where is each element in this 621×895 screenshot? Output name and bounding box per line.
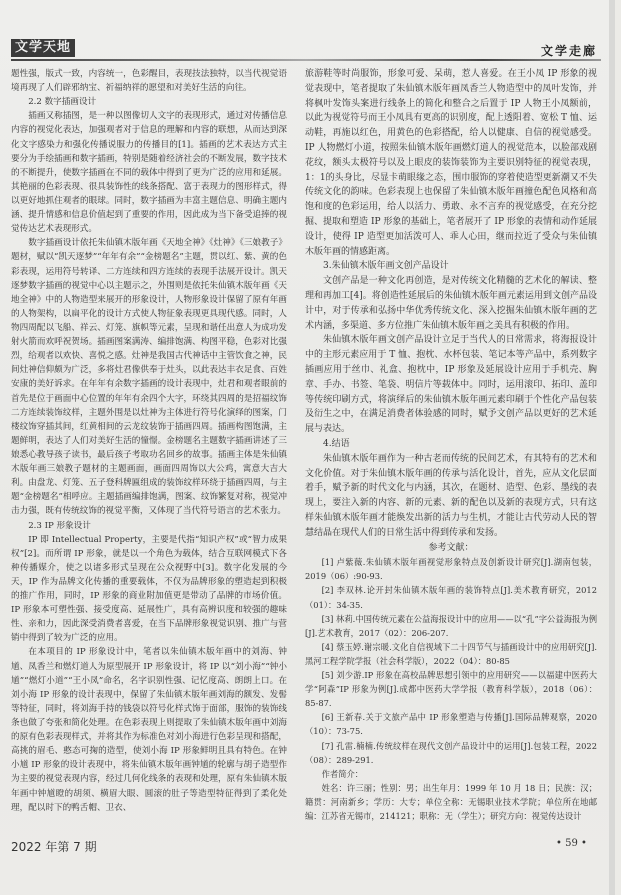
author-bio: 姓名：许三丽；性别：男；出生年月：1999 年 10 月 18 日；民族：汉；籍贯：河南新乡；学历：大专；单位全称：无锡职业技术学院；单位所在地邮编：江苏省无锡市，214121；职称：无（学生）；研究方向：视觉传达设计 — [305, 782, 597, 821]
running-title: 文学走廊 — [540, 44, 597, 58]
reference-item: [4] 蔡玉婷.谢宗暖.文化自信视域下二十四节气与插画设计中的应用研究[J].黑河工程学院学报（社会科学版），2022（04）：80-85 — [305, 641, 597, 666]
section-heading: 2.3 IP 形象设计 — [28, 520, 91, 531]
reference-item: [7] 孔雷.楠楠.传统纹样在现代文创产品设计中的运用[J].包装工程，2022（08）：289-291. — [305, 740, 597, 765]
paragraph: 旅游鞋等时尚服饰，形象可爱、呆萌，惹人喜爱。在王小凤 IP 形象的视觉表现中，笔者提取了朱仙镇木版年画凤香兰人物造型中的凤叶发饰，并将枫叶发饰头案进行线条上的简化和整合之后置于 IP 人物王小凤额前，以此为视觉符号而王小凤具有更高的识别度，配上透阳着、宽松 T 恤、运动鞋，再施以红色，用黄色的色彩搭配，给人以健康、自信的视觉感受。IP 人物燃灯小道，按照朱仙镇木版年画燃灯道人的视觉范本，以脸部戏剧花纹，额头太极符号以及上眼皮的装饰装饰为主要识别特征的视觉表现，1：1的头身比，尽显卡萌眼缘之态，围巾服饰的穿着使造型更新潮又不失传统文化的韵味。色彩表现上也保留了朱仙镇木版年画撞色配色风格和高饱和度的色彩运用，给人以活力、勇敢、永不言弃的视觉感受，在充分挖掘、提取和塑造 IP 形象的基础上，笔者展开了 IP 形象的表情和动作延展设计，使得 IP 造型更加活泼可人、乖人心田，继而拉近了受众与朱仙镇木版年画的情感距离。 — [305, 69, 597, 257]
section-heading: 4.结语 — [323, 438, 350, 449]
page-number: • 59 • — [556, 838, 587, 849]
paragraph: 朱仙镇木版年画作为一种古老而传统的民间艺术，有其特有的艺术和文化价值。对于朱仙镇木版年画的传承与活化设计，首先，应从文化层面着手，赋予新的时代文化与内涵，其次，在题材、造型、色彩、墨线的表现上，要注入新的内容、新的元素、新的配色以及新的表现方式，只有这样朱仙镇木版年画才能焕发出新的活力与生机，才能让古代劳动人民的智慧结晶在现代人们的日常生活中得到传承和发扬。 — [305, 453, 597, 538]
section-heading: 2.2 数字插画设计 — [28, 97, 97, 108]
left-column — [11, 67, 287, 815]
reference-item: [1] 卢紫薇.朱仙镇木版年画视觉形象特点及创新设计研究[J].湖南包装，2019（06）:90-93. — [305, 557, 597, 582]
paragraph: 插画又称插图，是一种以图像切人文字的表现形式，通过对传播信息内容的视觉化表达，加强观者对于信息的理解和内容的联想，从而达到深化文字感染力和强化传播说服力的传播目的[1]。插画的艺术表达方式主要分为手绘插画和数字插画，特别是随着经济社会的不断发展，数字技术的不断提升，使数字插画在不同的载体中得到了更为广泛的应用和延展。其艳丽的色彩表现、很具装饰性的线条搭配、富于表现力的图形样式，得以更好地抓住观者的眼球。同时，数字插画为丰富主题信息、明确主题内涵、提升情感和信息价值起到了重要的作用，因此成为当下备受追捧的视觉传达艺术表现形式。 — [11, 111, 287, 235]
header-rule — [11, 59, 601, 61]
reference-item: [2] 李双林.论开封朱仙镇木版年画的装饰特点[J].美术教育研究，2012（01）：34-35. — [305, 585, 597, 610]
issue-label: 2022 年第 7 期 — [11, 840, 97, 854]
reference-item: [6] 王新春.关于文旅产品中 IP 形象塑造与传播[J].国际品牌观察，2020（10）：73-75. — [305, 712, 597, 737]
references-title: 参考文献： — [428, 542, 474, 553]
paragraph: IP 即 Intellectual Property，主要是代指“知识产权”或“智力成果权”[2]。而所谓 IP 形象，就是以一个角色为载体，结合互联网模式下各种传播媒介，使之以诸多形式呈现在公众视野中[3]。数字化发展的今天，IP 作为品牌文化传播的重要载体，不仅为品牌形象的塑造起到积极的推广作用，同时，IP 形象的商业附加值更是带动了品牌的市场价值。IP 形象本可塑性强、接受度高、延展性广，具有高辨识度和较强的趣味性、亲和力，因此深受消费者喜爱，在当下品牌形象视觉识别、推广与营销中得到了较为广泛的应用。 — [11, 534, 287, 644]
paragraph: 数字插画设计依托朱仙镇木版年画《天地全神》《灶神》《三娘教子》题材，赋以“凯天逐梦”“年年有余”“金榜题名”主题，贯以红、紫、黄的色彩表现，运用符号转译、二方连续和四方连续的表现手法展开设计。凯天逐梦数字插画的视觉中心以主题示之，外围则是依托朱仙镇木版年画《天地全神》中的人物造型来展开的形象设计，人物形象设计保留了原有年画的人物架构，以扁平化的设计方式使人物征象表现更具现代感。同时，人物四周配以飞船、祥云、灯笼、旗帜等元素，呈现和谐任出意人为成功发射火箭而欢呼祝贺场。插画图案满涛、编排饱满、构图平稳，色彩对比强烈，给观者以欢快、喜悦之感。灶神是我国古代神话中主管饮食之神，民间灶神信仰颇为广泛，多将灶君像供奉于灶头，以此表达丰衣足食、百姓安康的美好诉求。在年年有余数字插画的设计表现中，灶君和观者眼前的首先是位于画面中心位置的年年有余四个大字，环绕其四周的是招福纹饰二方连续装饰纹样，主题外围是以灶神为主体进行符号化演绎的图案，门楼纹饰穿插其间，红黄相间的云龙纹装饰于插画四周。插画构图饱满，主题鲜明，表达了人们对美好生活的憧憬。金榜题名主题数字插画讲述了三娘悉心教导孩子读书，最后孩子考取功名回乡的故事。插画主体是朱仙镇木版年画三娘教子题材的主题画面，画面四周饰以大公鸡，寓意大吉大利。由盘龙、灯笼、五子登科牌匾组成的装饰纹样环绕于插画四周，与主题“金榜题名”相呼应。主题插画编排饱满，图案、纹饰繁复对称，视觉冲击力强，既有传统纹饰的视觉平衡，又体现了当代符号语言的艺术张力。 — [11, 238, 287, 517]
page-edge — [609, 0, 615, 895]
author-bio-title: 作者简介： — [321, 768, 364, 779]
paragraph: 题性强，版式一致，内容统一，色彩醒目，表现技法独特，以当代视觉语境再现了人们辟邪纳宝、祈福纳祥的愿望和对美好生活的向往。 — [11, 69, 287, 94]
reference-item: [5] 刘少游.IP 形象在高校品牌思想引领中的应用研究——以福建中医药大学“阿森”IP 形象为例[J].成都中医药大学学报（教育科学版），2018（06）：85-87. — [305, 670, 597, 709]
reference-item: [3] 林莉.中国传统元素在公益海报设计中的应用——以“孔”字公益海报为例[J].艺术教育，2017（02）：206-207. — [305, 613, 597, 638]
paragraph: 朱仙镇木版年画文创产品设计立足于当代人的日常需求，将海报设计中的主形元素应用于 T 恤、抱枕、水杯包装、笔记本等产品中，系列数字插画应用于丝巾、礼盒、抱枕中，IP 形象及延展设计应用于手机壳、胸章、手办、书签、笔袋、明信片等载体中。同时，运用滚印、拓印、盖印等传统印刷方式，将演绎后的朱仙镇木版年画元素印刷于个性化产品包装及衍生之中，在满足消费者体验感的同时，赋予文创产品以更好的艺术延展与表达。 — [305, 335, 597, 435]
section-logo: 文学天地 — [11, 39, 75, 57]
section-heading: 3.朱仙镇木版年画文创产品设计 — [323, 261, 449, 272]
paragraph: 文创产品是一种文化再创造，是对传统文化精髓的艺术化的解读、整理和再加工[4]。将创造性延展后的朱仙镇木版年画元素运用到文创产品设计中，对于传承和弘扬中华优秀传统文化、深入挖掘朱仙镇木版年画的艺术内涵，多渠道、多方位推广朱仙镇木版年画之美具有积极的作用。 — [305, 276, 597, 331]
right-column — [305, 67, 597, 823]
paragraph: 在本项目的 IP 形象设计中，笔者以朱仙镇木版年画中的刘海、钟馗、凤香兰和燃灯道人为原型展开 IP 形象设计，将 IP 以“刘小海”“钟小馗”“燃灯小道”“王小凤”命名，名字识别性强、记忆度高、朗朗上口。在刘小海 IP 形象的设计表现中，保留了朱仙镇木版年画刘海的额发、发髻等特征，同时，将刘海手持的钱袋以符号化样式饰于面部，服饰的装饰线条也做了夸张和简化处理。在色彩表现上则提取了朱仙镇木版年画中刘海的原有色彩表现样式，并将其作为标准色对刘小海进行色彩呈现和搭配，高挑的眉毛、憨态可掬的造型，使刘小海 IP 形象鲜明且具有特色。在钟小馗 IP 形象的设计表现中，将朱仙镇木版年画钟馗的轮廓与胡子造型作为主要的视觉表现内容，经过几何化线条的表现和处理，原有朱仙镇木版年画中钟馗瞪的胡须、横眉大眼、圆滚的肚子等造型特征得到了柔化处理，配以时下的鸭舌帽、卫衣、 — [11, 647, 287, 813]
